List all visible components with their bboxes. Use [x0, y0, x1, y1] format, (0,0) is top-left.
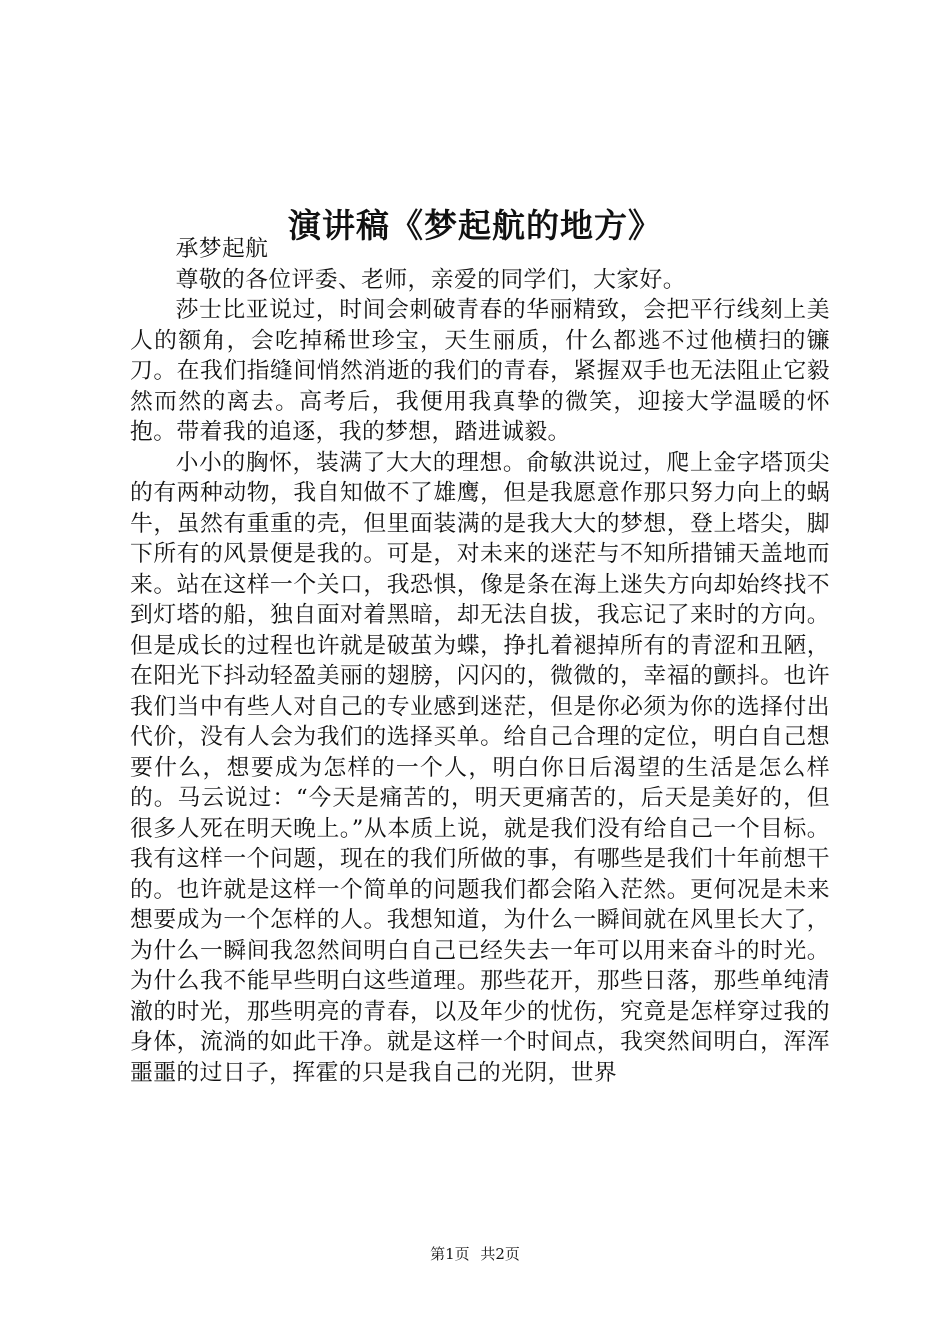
paragraph-greeting: 尊敬的各位评委、老师，亲爱的同学们，大家好。	[175, 266, 686, 293]
page-footer	[0, 1244, 950, 1264]
page-number: 第1页	[430, 1245, 470, 1263]
paragraph-shakespeare: 莎士比亚说过，时间会刺破青春的华丽精致，会把平行线刻上美人的额角，会吃掉稀世珍宝，天生丽质，什么都逃不过他横扫的镰刀。在我们指缝间悄然消逝的我们的青春，紧握双手也无法阻止它毅然而然的离去。高考后，我便用我真挚的微笑，迎接大学温暖的怀抱。带着我的追逐，我的梦想，踏进诚毅。	[130, 297, 830, 445]
page-total: 共2页	[480, 1245, 520, 1263]
paragraph-ideals: 小小的胸怀，装满了大大的理想。俞敏洪说过，爬上金字塔顶尖的有两种动物，我自知做不了雄鹰，但是我愿意作那只努力向上的蜗牛，虽然有重重的壳，但里面装满的是我大大的梦想，登上塔尖，脚下所有的风景便是我的。可是，对未来的迷茫与不知所措铺天盖地而来。站在这样一个关口，我恐惧，像是条在海上迷失方向却始终找不到灯塔的船，独自面对着黑暗，却无法自拔，我忘记了来时的方向。但是成长的过程也许就是破茧为蝶，挣扎着褪掉所有的青涩和丑陋，在阳光下抖动轻盈美丽的翅膀，闪闪的，微微的，幸福的颤抖。也许我们当中有些人对自己的专业感到迷茫，但是你必须为你的选择付出代价，没有人会为我们的选择买单。给自己合理的定位，明白自己想要什么，想要成为怎样的一个人，明白你日后渴望的生活是怎么样的。马云说过：“今天是痛苦的，明天更痛苦的，后天是美好的，但很多人死在明天晚上。”从本质上说，就是我们没有给自己一个目标。我有这样一个问题，现在的我们所做的事，有哪些是我们十年前想干的。也许就是这样一个简单的问题我们都会陷入茫然。更何况是未来想要成为一个怎样的人。我想知道，为什么一瞬间就在风里长大了，为什么一瞬间我忽然间明白自己已经失去一年可以用来奋斗的时光。为什么我不能早些明白这些道理。那些花开，那些日落，那些单纯清澈的时光，那些明亮的青春，以及年少的忧伤，究竟是怎样穿过我的身体，流淌的如此干净。就是这样一个时间点，我突然间明白，浑浑噩噩的过日子，挥霍的只是我自己的光阴，世界	[130, 449, 830, 1086]
document-title: 演讲稿《梦起航的地方》	[288, 206, 662, 246]
paragraph-subtitle: 承梦起航	[175, 236, 269, 262]
document-body	[130, 234, 830, 1088]
